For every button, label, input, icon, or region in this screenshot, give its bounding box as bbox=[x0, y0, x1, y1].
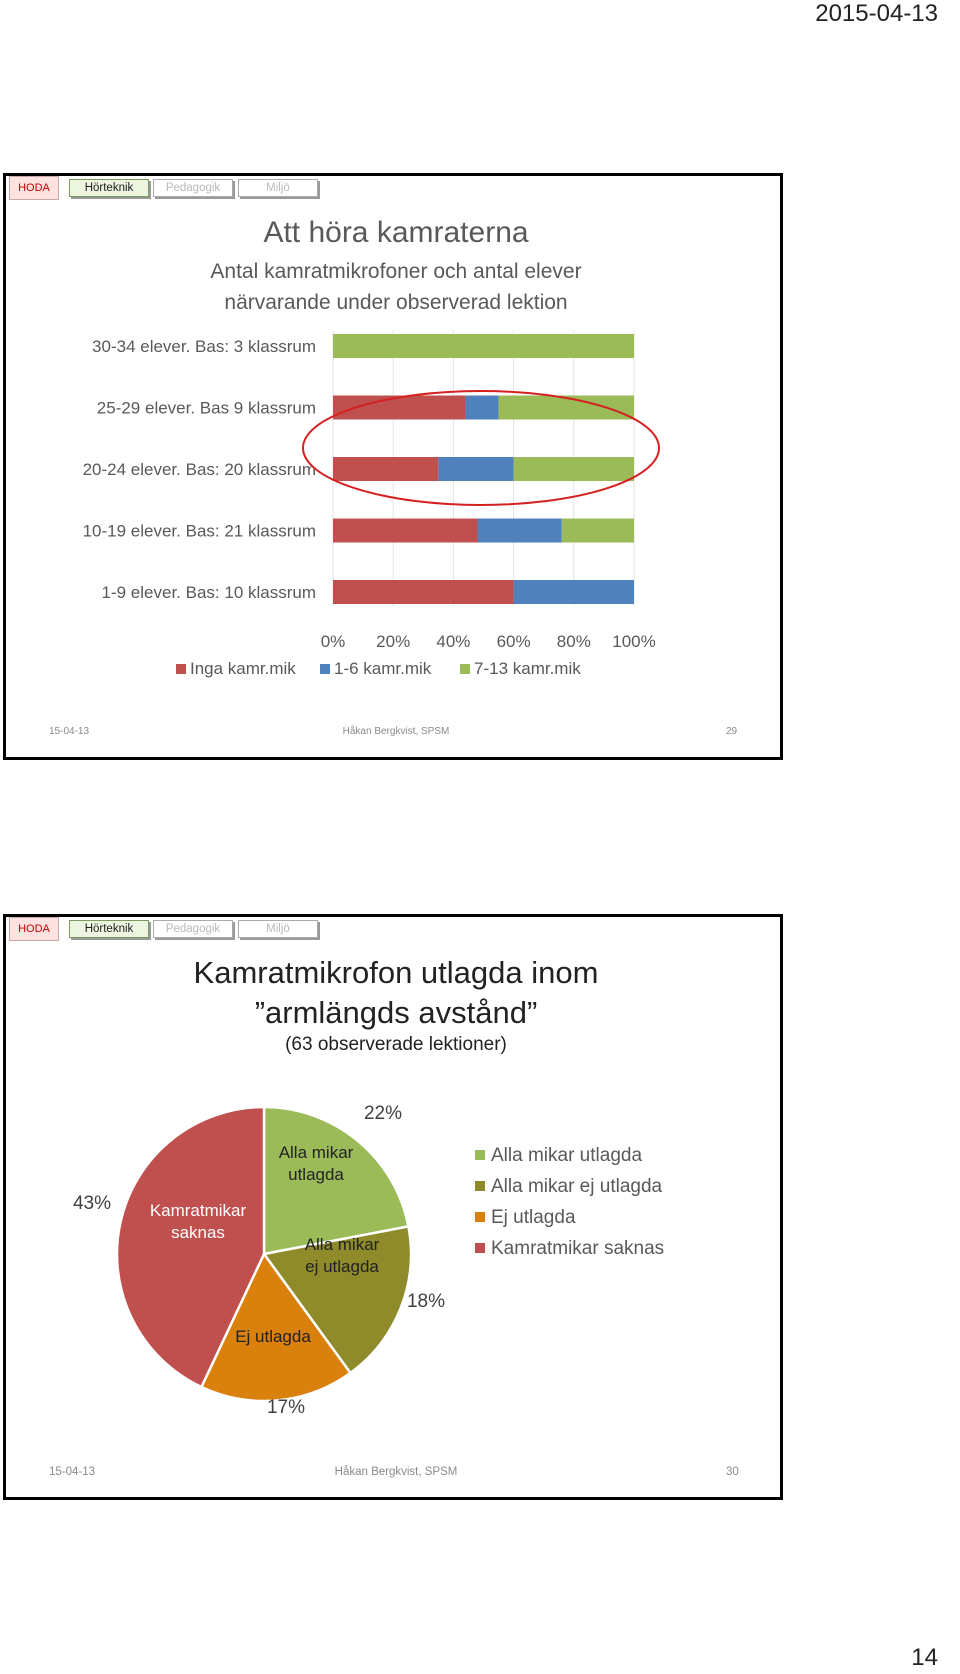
legend-swatch bbox=[460, 664, 470, 674]
legend-label: Alla mikar utlagda bbox=[491, 1145, 643, 1166]
legend-label: Ej utlagda bbox=[491, 1207, 576, 1228]
pie-percent-label: 43% bbox=[72, 1193, 112, 1214]
hoda-badge: HODA bbox=[9, 917, 59, 941]
bar-segment bbox=[514, 580, 634, 604]
legend-swatch bbox=[475, 1243, 485, 1253]
page-number: 14 bbox=[911, 1644, 938, 1671]
pie-percent-label: 17% bbox=[266, 1397, 306, 1418]
legend-label: 1-6 kamr.mik bbox=[334, 659, 432, 678]
pie-slice-label: ej utlagda bbox=[305, 1257, 379, 1276]
legend-swatch bbox=[475, 1181, 485, 1191]
pie-percent-label: 18% bbox=[406, 1291, 446, 1312]
footer-page-number: 29 bbox=[726, 726, 738, 737]
category-label: 25-29 elever. Bas 9 klassrum bbox=[96, 398, 316, 418]
page-date: 2015-04-13 bbox=[815, 0, 938, 27]
tab-horteknik[interactable]: Hörteknik bbox=[69, 179, 149, 197]
pie-slice-label: Alla mikar bbox=[304, 1235, 380, 1254]
pie-slice-label: saknas bbox=[171, 1223, 225, 1242]
bar-segment bbox=[465, 396, 498, 420]
category-label: 30-34 elever. Bas: 3 klassrum bbox=[92, 337, 316, 356]
pie-slice-label: utlagda bbox=[288, 1165, 344, 1184]
tab-pedagogik[interactable]: Pedagogik bbox=[153, 179, 233, 197]
bar-segment bbox=[499, 396, 634, 420]
legend-swatch bbox=[475, 1212, 485, 1222]
footer-date: 15-04-13 bbox=[49, 726, 90, 737]
footer-page-number: 30 bbox=[726, 1466, 739, 1478]
x-tick-label: 60% bbox=[496, 632, 531, 651]
slide-title-line2: ”armlängds avstånd” bbox=[254, 995, 538, 1030]
tab-pedagogik[interactable]: Pedagogik bbox=[153, 920, 233, 938]
legend-label: Kamratmikar saknas bbox=[491, 1238, 665, 1259]
slide-29 bbox=[3, 173, 783, 760]
category-label: 1-9 elever. Bas: 10 klassrum bbox=[101, 583, 316, 602]
category-label: 20-24 elever. Bas: 20 klassrum bbox=[82, 460, 316, 479]
legend-label: Alla mikar ej utlagda bbox=[491, 1176, 663, 1197]
slide-title-line1: Kamratmikrofon utlagda inom bbox=[193, 955, 599, 990]
footer-author: Håkan Bergkvist, SPSM bbox=[342, 726, 450, 737]
tab-horteknik[interactable]: Hörteknik bbox=[69, 920, 149, 938]
bar-segment bbox=[562, 519, 634, 543]
tab-miljo[interactable]: Miljö bbox=[238, 920, 318, 938]
legend-swatch bbox=[320, 664, 330, 674]
bar-segment bbox=[477, 519, 561, 543]
legend-swatch bbox=[475, 1150, 485, 1160]
bar-segment bbox=[333, 457, 438, 481]
bar-segment bbox=[333, 580, 514, 604]
stacked-bar-chart bbox=[6, 176, 780, 716]
bar-segment bbox=[514, 457, 634, 481]
slide-subtitle: Antal kamratmikrofoner och antal elever närvarande under observerad lektion bbox=[210, 260, 582, 314]
bar-segment bbox=[438, 457, 513, 481]
footer-author: Håkan Bergkvist, SPSM bbox=[334, 1466, 458, 1478]
x-tick-label: 0% bbox=[320, 632, 346, 651]
x-tick-label: 80% bbox=[556, 632, 591, 651]
bar-segment bbox=[333, 519, 477, 543]
category-label: 10-19 elever. Bas: 21 klassrum bbox=[82, 521, 316, 541]
x-tick-label: 40% bbox=[436, 632, 471, 651]
pie-slice-label: Ej utlagda bbox=[235, 1327, 311, 1346]
pie-percent-label: 22% bbox=[363, 1103, 403, 1124]
slide-title: Att höra kamraterna bbox=[263, 216, 529, 249]
legend-swatch bbox=[176, 664, 186, 674]
hoda-badge: HODA bbox=[9, 176, 59, 200]
bar-segment bbox=[333, 334, 634, 358]
pie-slice-label: Kamratmikar bbox=[149, 1201, 247, 1220]
footer-date: 15-04-13 bbox=[49, 1466, 96, 1478]
pie-slice-label: Alla mikar bbox=[278, 1143, 354, 1162]
pie-chart bbox=[6, 917, 780, 1457]
legend-label: 7-13 kamr.mik bbox=[474, 659, 581, 678]
slide-subtitle: (63 observerade lektioner) bbox=[285, 1034, 507, 1055]
legend-label: Inga kamr.mik bbox=[190, 659, 296, 678]
x-tick-label: 20% bbox=[376, 632, 411, 651]
x-tick-label: 100% bbox=[612, 632, 656, 651]
slide-30 bbox=[3, 914, 783, 1500]
tab-miljo[interactable]: Miljö bbox=[238, 179, 318, 197]
